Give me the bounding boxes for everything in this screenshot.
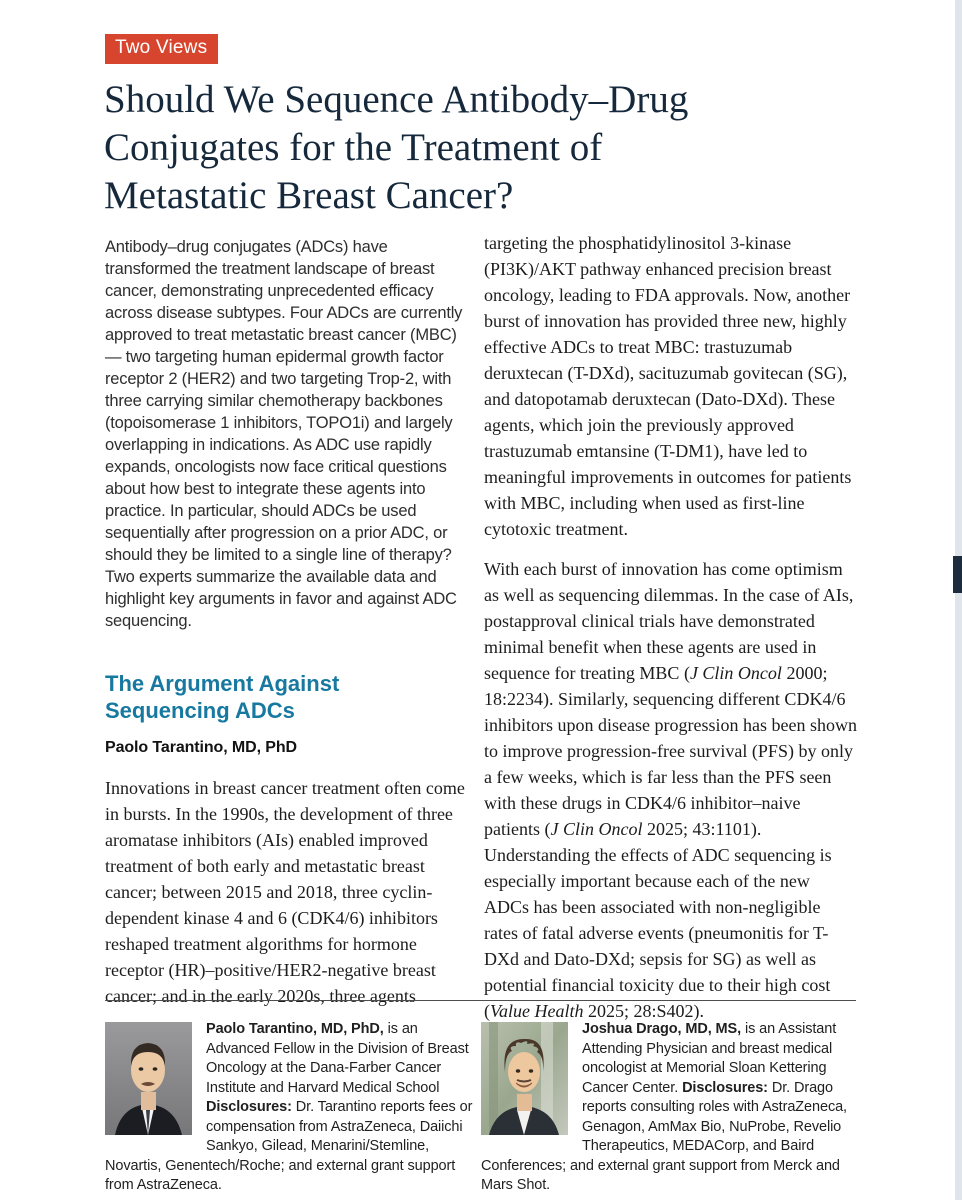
section-heading: The Argument Against Sequencing ADCs [105,671,340,723]
page-edge-bookmark-tab [953,556,962,593]
footer-divider [105,1000,856,1001]
portrait-paolo-tarantino [105,1022,192,1135]
body-paragraph-left: Innovations in breast cancer treatment often come in bursts. In the 1990s, the development of three aromatase inhibitors (AIs) enabled improved treatment of both early and metastatic breast cancer; between 2015 and 2018, three cyclin-dependent kinase 4 and 6 (CDK4/6) inhibitors reshaped treatment algorithms for hormone receptor (HR)–positive/HER2-negative breast cancer; and in the early 2020s, three agents [105,778,465,1006]
kicker-badge: Two Views [105,34,218,64]
author-bio-right [481,1020,859,1196]
left-column [105,236,475,1009]
author-byline: Paolo Tarantino, MD, PhD [105,739,297,756]
author-bio-left [105,1020,477,1196]
article-title: Should We Sequence Antibody–Drug Conjugates for the Treatment of Metastatic Breast Cancer? [104,78,689,217]
portrait-joshua-drago-illustration [481,1022,568,1135]
body-paragraph-right-2: With each burst of innovation has come optimism as well as sequencing dilemmas. In the case of AIs, postapproval clinical trials have demonstrated minimal benefit when these agents are used in sequence for treating MBC (J Clin Oncol 2000; 18:2234). Similarly, sequencing different CDK4/6 inhibitors upon disease progression has been shown to improve progression-free survival (PFS) by only a few weeks, which is far less than the PFS seen with these drugs in CDK4/6 inhibitor–naive patients (J Clin Oncol 2025; 43:1101). Understanding the effects of ADC sequencing is especially important because each of the new ADCs has been associated with non-negligible rates of fatal adverse events (pneumonitis for T-DXd and Dato-DXd; sepsis for SG) as well as potential financial toxicity due to their high cost (Value Health 2025; 28:S402). [484,559,857,1021]
portrait-joshua-drago [481,1022,568,1135]
portrait-paolo-tarantino-illustration [105,1022,192,1135]
page-edge-strip [955,0,962,1200]
intro-paragraph: Antibody–drug conjugates (ADCs) have transformed the treatment landscape of breast cancer, demonstrating unprecedented efficacy across disease subtypes. Four ADCs are currently approved to treat metastatic breast cancer (MBC) — two targeting human epidermal growth factor receptor 2 (HER2) and two targeting Trop-2, with three carrying similar chemotherapy backbones (topoisomerase 1 inhibitors, TOPO1i) and largely overlapping in indications. As ADC use rapidly expands, oncologists now face critical questions about how best to integrate these agents into practice. In particular, should ADCs be used sequentially after progression on a prior ADC, or should they be limited to a single line of therapy? Two experts summarize the available data and highlight key arguments in favor and against ADC sequencing. [105,238,463,630]
author-bio-left-text: Paolo Tarantino, MD, PhD, is an Advanced Fellow in the Division of Breast Oncology at the Dana-Farber Cancer Institute and Harvard Medical School Disclosures: Dr. Tarantino reports fees or compensation from AstraZeneca, Daiichi Sankyo, Gilead, Menarini/Stemline, Novartis, Genentech/Roche; and external grant support from AstraZeneca. [105,1021,473,1193]
body-paragraph-right-1: targeting the phosphatidylinositol 3-kinase (PI3K)/AKT pathway enhanced precision breast oncology, leading to FDA approvals. Now, another burst of innovation has provided three new, highly effective ADCs to treat MBC: trastuzumab deruxtecan (T-DXd), sacituzumab govitecan (SG), and datopotamab deruxtecan (Dato-DXd). These agents, which join the previously approved trastuzumab emtansine (T-DM1), have led to meaningful improvements in outcomes for patients with MBC, including when used as first-line cytotoxic treatment. [484,233,852,539]
author-bio-right-text: Joshua Drago, MD, MS, is an Assistant Attending Physician and breast medical oncologist at Memorial Sloan Kettering Cancer Center. Disclosures: Dr. Drago reports consulting roles with AstraZeneca, Genagon, AmMax Bio, NuProbe, Revelio Therapeutics, MEDACorp, and Baird Conferences; and external grant support from Merck and Mars Shot. [481,1021,847,1193]
right-column [484,230,858,1024]
